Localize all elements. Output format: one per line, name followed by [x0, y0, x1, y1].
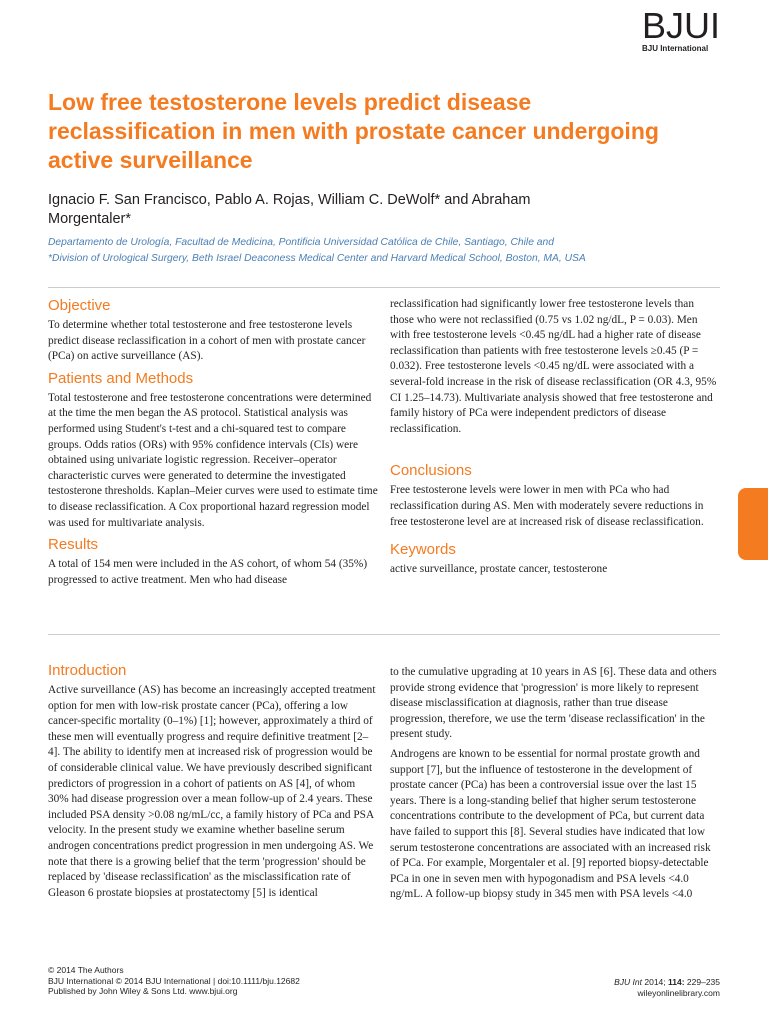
abstract-left-column: [48, 296, 378, 592]
results-heading: Results: [48, 536, 99, 554]
footer-citation-line: [460, 977, 720, 988]
article-title: Low free testosterone levels predict disease reclassification in men with prostate cancer undergoing active surveillance: [48, 89, 659, 173]
objective-heading: Objective: [48, 297, 111, 314]
introduction-paragraph-1: Active surveillance (AS) has become an increasingly accepted treatment option for men with low-risk prostate cancer (PCa), offering a low cancer-specific mortality (0–1%) [1]; however, approximately a third of these men will eventually progress and require definitive treatment [2–4]. The ability to identify men at increased risk of progression would be of considerable clinical value. We have previously described significant predictors of progression in a cohort of patients on AS [4], of whom 30% had disease progression over a mean follow-up of 2.4 years. These included PSA density >0.08 ng/mL/cc, a family history of PCa and PSA velocity. In the present study we examine whether baseline serum androgen concentrations predict progression in men undergoing AS. We note that there is a growing belief that the term 'progression' should be replaced by 'disease reclassification' as the misclassification rate of Gleason 6 prostate biopsies at prostatectomy [5] is identical: [48, 684, 376, 899]
keywords-heading: Keywords: [390, 541, 456, 559]
journal-logo: [641, 5, 720, 54]
footer-journal: BJU Int: [614, 977, 642, 987]
footer-doi-line: BJU International © 2014 BJU International | doi:10.1111/bju.12682: [48, 975, 300, 986]
introduction-right-column: [390, 665, 720, 907]
introduction-paragraph-3: Androgens are known to be essential for normal prostate growth and support [7], but the influence of testosterone in the development of prostate cancer (PCa) has been a controversial issue over the last 15 years. There is a long-standing belief that higher serum testosterone concentrations contribute to the development of PCa, but current data have failed to support this [8]. Several studies have indicated that low serum testosterone concentrations are associated with an increased risk of PCa. For example, Morgentaler et al. [9] reported biopsy-detectable PCa in one in seven men with hypogonadism and PSA levels <4.0 ng/mL. A follow-up biopsy study in 345 men with PSA levels <4.0: [390, 747, 711, 901]
conclusions-heading: Conclusions: [390, 462, 472, 480]
introduction-left-column: [48, 661, 378, 905]
introduction-heading: Introduction: [48, 662, 127, 679]
methods-text: Total testosterone and free testosterone concentrations were determined at the time the men began the AS protocol. Statistical analysis was performed using Student's t-test and a chi-squared test to compare groups. Odds ratios (ORs) with 95% confidence intervals (CIs) were obtained using univariate logistic regression. Receiver–operator characteristic curves were generated to determine the investigated testosterone thresholds. Kaplan–Meier curves were used to estimate time to disease reclassification. A Cox proportional hazard regression model was used for multivariate analysis.: [48, 391, 378, 529]
journal-logo-text: BJUI: [641, 5, 720, 46]
footer-publisher-line: Published by John Wiley & Sons Ltd. www.bjui.org: [48, 986, 238, 996]
methods-heading: Patients and Methods: [48, 369, 194, 387]
conclusions-text: Free testosterone levels were lower in men with PCa who had reclassification during AS. Men with moderately severe reductions in free testosterone level are at increased risk of disease reclassification.: [390, 484, 704, 528]
affiliations: [48, 235, 748, 266]
abstract-right-column: [390, 297, 720, 582]
results-text: A total of 154 men were included in the AS cohort, of whom 54 (35%) progressed to active treatment. Men who had disease: [48, 558, 368, 586]
author-list: Ignacio F. San Francisco, Pablo A. Rojas, William C. DeWolf* and Abraham Morgentaler*: [48, 192, 531, 227]
affiliation-line-2: *Division of Urological Surgery, Beth Israel Deaconess Medical Center and Harvard Medical School, Boston, MA, USA: [48, 252, 586, 264]
footer-copyright: [48, 965, 448, 997]
footer-citation: [460, 977, 720, 998]
objective-text: To determine whether total testosterone and free testosterone levels predict disease reclassification in a cohort of men with prostate cancer (PCa) on active surveillance (AS).: [48, 319, 366, 363]
journal-logo-subtitle: BJU International: [641, 44, 709, 53]
footer-copyright-line: © 2014 The Authors: [48, 965, 124, 975]
keywords-text: active surveillance, prostate cancer, testosterone: [390, 563, 608, 576]
abstract-bottom-rule: [48, 634, 720, 635]
footer-pages: 229–235: [684, 977, 720, 987]
section-side-tab: [738, 488, 768, 560]
footer-year: 2014;: [642, 977, 668, 987]
abstract-top-rule: [48, 287, 720, 288]
footer-volume: 114:: [668, 977, 685, 987]
affiliation-line-1: Departamento de Urología, Facultad de Medicina, Pontificia Universidad Católica de Chile, Santiago, Chile and: [48, 237, 554, 248]
introduction-paragraph-2: to the cumulative upgrading at 10 years in AS [6]. These data and others provide strong evidence that 'progression' is more likely to represent disease misclassification at diagnosis, rather than true disease progression, therefore, we use the term 'disease reclassification' in the present study.: [390, 666, 717, 741]
results-continued-text: reclassification had significantly lower free testosterone levels than those who were not reclassified (0.75 vs 1.02 ng/dL, P = 0.03). Men with free testosterone levels <0.45 ng/dL had a higher rate of disease reclassification than patients with free testosterone levels ≥0.45 (P = 0.032). Free testosterone levels <0.45 ng/dL were associated with a several-fold increase in the risk of disease reclassification (OR 4.3, 95% CI 1.25–14.73). Multivariate analysis showed that free testosterone and family history of PCa were independent predictors of disease reclassification.: [390, 298, 717, 435]
footer-website: wileyonlinelibrary.com: [637, 987, 720, 998]
